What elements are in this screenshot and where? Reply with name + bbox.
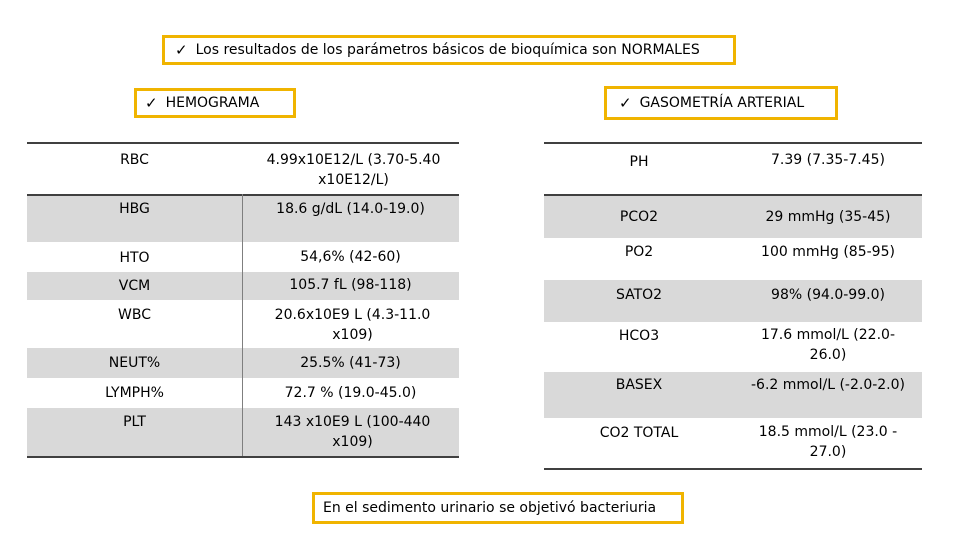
- param-cell: WBC: [118, 307, 151, 323]
- param-cell: SATO2: [615, 287, 663, 303]
- table-bottom-border: [544, 468, 922, 470]
- value-cell: 100 mmHg (85-95): [761, 244, 895, 260]
- value-cell: 7.39 (7.35-7.45): [771, 152, 885, 168]
- checkmark-icon: ✓: [145, 94, 158, 112]
- param-cell: PH: [629, 154, 649, 170]
- value-cell: 72.7 % (19.0-45.0): [284, 385, 417, 401]
- urine-sediment-text: En el sedimento urinario se objetivó bacteriuria: [323, 500, 657, 516]
- value-cell: 54,6% (42-60): [300, 249, 401, 265]
- table-row: [544, 238, 922, 280]
- table-row: [27, 144, 459, 194]
- param-cell: HTO: [119, 250, 150, 266]
- param-cell: CO2 TOTAL: [599, 425, 679, 441]
- param-cell: HCO3: [618, 328, 660, 344]
- value-cell: -6.2 mmol/L (-2.0-2.0): [750, 377, 906, 393]
- param-cell: PO2: [624, 244, 654, 260]
- hemograma-table: [27, 142, 459, 458]
- gasometria-table: [544, 142, 922, 470]
- param-cell: BASEX: [615, 377, 663, 393]
- table-row: [27, 300, 459, 348]
- table-row: [27, 272, 459, 300]
- param-cell: RBC: [120, 152, 149, 168]
- value-cell: 18.6 g/dL (14.0-19.0): [276, 201, 425, 217]
- param-cell: VCM: [118, 278, 151, 294]
- table-row: [27, 242, 459, 272]
- table-row: [27, 196, 459, 242]
- hemograma-label-box: [134, 88, 296, 118]
- param-cell: PLT: [123, 414, 146, 430]
- value-cell: 29 mmHg (35-45): [765, 209, 891, 225]
- checkmark-icon: ✓: [175, 41, 188, 59]
- param-cell: PCO2: [619, 209, 659, 225]
- table-bottom-border: [27, 456, 459, 458]
- table-row: [544, 372, 922, 418]
- value-cell: 4.99x10E12/L (3.70-5.40 x10E12/L): [266, 152, 441, 188]
- param-cell: LYMPH%: [105, 385, 164, 401]
- value-cell: 25.5% (41-73): [300, 355, 401, 371]
- table-row: [27, 378, 459, 408]
- value-cell: 18.5 mmol/L (23.0 - 27.0): [758, 424, 898, 460]
- table-row: [544, 196, 922, 238]
- hemograma-title: HEMOGRAMA: [165, 95, 260, 111]
- column-divider: [242, 194, 243, 456]
- urine-sediment-note: [312, 492, 684, 524]
- value-cell: 20.6x10E9 L (4.3-11.0 x109): [274, 307, 431, 343]
- value-cell: 143 x10E9 L (100-440 x109): [274, 414, 431, 450]
- gasometria-title: GASOMETRÍA ARTERIAL: [639, 95, 805, 111]
- param-cell: HBG: [119, 201, 150, 217]
- table-row: [544, 144, 922, 194]
- table-row: [544, 280, 922, 322]
- table-row: [27, 408, 459, 456]
- value-cell: 98% (94.0-99.0): [771, 287, 885, 303]
- gasometria-label-box: [604, 86, 838, 120]
- biochemistry-summary-text: Los resultados de los parámetros básicos de bioquímica son NORMALES: [195, 42, 700, 58]
- table-row: [27, 348, 459, 378]
- value-cell: 17.6 mmol/L (22.0-26.0): [760, 327, 895, 363]
- param-cell: NEUT%: [108, 355, 161, 371]
- biochemistry-summary-box: [162, 35, 736, 65]
- table-row: [544, 322, 922, 372]
- checkmark-icon: ✓: [619, 94, 632, 112]
- table-row: [544, 418, 922, 468]
- value-cell: 105.7 fL (98-118): [289, 277, 412, 293]
